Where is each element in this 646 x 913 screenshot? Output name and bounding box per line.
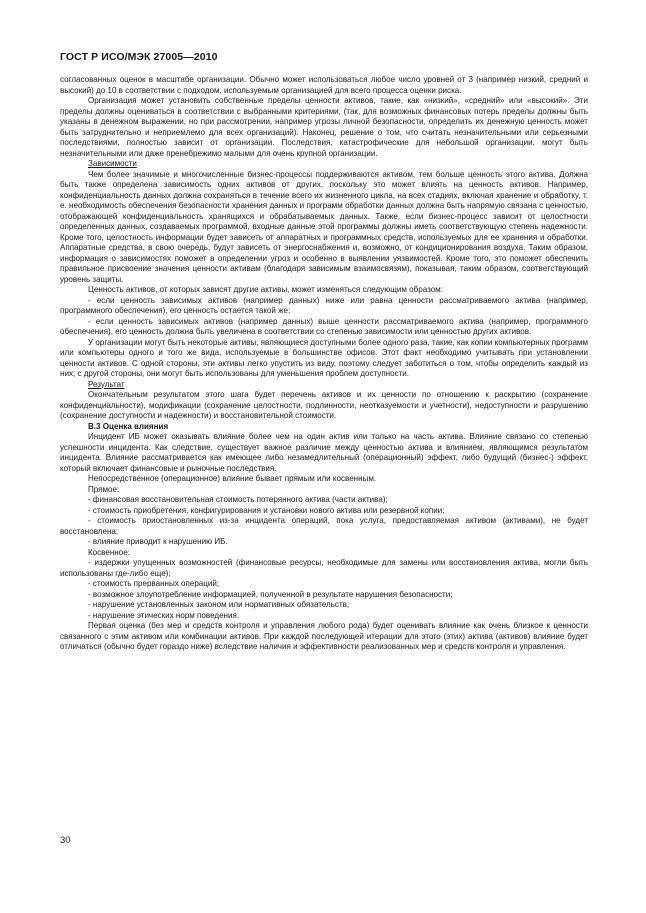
list-heading: Косвенное: <box>88 547 130 557</box>
paragraph: Окончательным результатом этого шага будет перечень активов и их ценности по отношению к раскрытию (сохранение конфиденциальности), модификации (сохранение целостности, подлинности, неотказуемости и учетности), недоступности и разрушению (сохранение доступности и надежности) и восстановительной стоимости. <box>60 390 588 420</box>
list-item: - влияние приводит к нарушению ИБ. <box>88 537 228 546</box>
list-item: - стоимость приобретения, конфигурирования и установки нового актива или резервной копии; <box>88 505 445 515</box>
page-header: ГОСТ Р ИСО/МЭК 27005—2010 <box>60 51 218 63</box>
list-item: - если ценность зависимых активов (например данных) выше ценности рассматриваемого актива (например, программного обеспечения), его ценность должна быть увеличена в соответствии со степенью зависимости или ценностью других активов. <box>60 316 588 336</box>
list-item: - финансовая восстановительная стоимость потерянного актива (части актива); <box>88 495 388 504</box>
list-item: - нарушение этических норм поведения. <box>88 610 240 620</box>
paragraph: У организации могут быть некоторые активы, являющиеся доступными более одного раза, такие, как копии компьютерных программ или компьютеры одного и того же вида, используемые в большинстве офисов. Этот факт необходимо учитывать при установлении ценности активов. С одной стороны, эти активы легко упустить из виду, поэтому следует заботиться о том, чтобы определить каждый из них; с другой стороны, они могут быть использованы для уменьшения проблем доступности. <box>60 337 588 378</box>
section-heading-dependencies: Зависимости <box>88 159 137 168</box>
list-item: - если ценность зависимых активов (например данных) ниже или равна ценности рассматриваемого актива (например, программного обеспечения), его ценность остается такой же; <box>60 295 588 315</box>
paragraph: Первая оценка (без мер и средств контроля и управления любого рода) будет оценивать влияние как очень близкое к ценности связанного с этим активом или комбинации активов. При каждой последующей итерации для этого (этих) актива (активов) влияние будет отличаться (обычно будет гораздо ниже) вследствие наличия и эффективности реализованных мер и средств контроля и управления. <box>60 621 588 651</box>
list-item: - стоимость приостановленных из-за инцидента операций, пока услуга, предоставляемая активом (активами), не будет восстановлена; <box>60 516 588 536</box>
list-heading: Прямое: <box>88 484 120 494</box>
list-item: - издержки упущенных возможностей (финансовые ресурсы, необходимые для замены или восстановления актива, могли быть использованы где-либо еще); <box>60 558 588 578</box>
paragraph: Непосредственное (операционное) влияние бывает прямым или косвенным. <box>88 474 377 483</box>
paragraph: Ценность активов, от которых зависят другие активы, может изменяться следующим образом: <box>88 285 443 294</box>
document-body <box>60 75 588 653</box>
list-item: - возможное злоупотребление информацией, полученной в результате нарушения безопасности; <box>88 589 453 599</box>
paragraph: Инцидент ИБ может оказывать влияние более чем на один актив или только на часть актива. Влияние связано со степенью успешности инцидента. Как следствие, существует важное различие между ценностью актива и влиянием, являющимся результатом инцидента. Влияние рассматривается как имеющее либо незамедлительный (операционный) эффект, либо будущий (бизнес-) эффект, который включает финансовые и рыночные последствия. <box>60 432 588 473</box>
section-heading-b3: В.3 Оценка влияния <box>88 421 169 431</box>
paragraph: согласованных оценок в масштабе организации. Обычно может использоваться любое число уровней от 3 (например низкий, средний и высокий) до 10 в соответствии с подходом, используемым организацией для всего процесса оценки риска. <box>60 75 588 95</box>
list-item: - нарушение установленных законом или нормативных обязательств; <box>88 600 350 609</box>
section-heading-result: Результат <box>88 379 125 389</box>
paragraph: Чем более значимые и многочисленные бизнес-процессы поддерживаются активом, тем больше ценность этого актива. Должна быть также определена зависимость одних активов от других, поскольку это может влиять на ценность активов. Например, конфиденциальность данных должна сохраняться в течение всего их жизненного цикла, на всех стадиях, включая хранение и обработку, т. е. необходимость обеспечения безопасности хранения данных и программ обработки данных должна быть напрямую связана с ценностью, отображающей конфиденциальность хранящихся и обрабатываемых данных. Также, если бизнес-процесс зависит от целостности определенных данных, создаваемых программой, входные данные этой программы должны иметь соответствующую степень надежности. Кроме того, целостность информации будет зависеть от аппаратных и программных средств, используемых для ее хранения и обработки. Аппаратные средства, в свою очередь, будут зависеть от энергоснабжения и, возможно, от кондиционирования воздуха. Таким образом, информация о зависимостях поможет в определении угроз и особенно в выявлении уязвимостей. Кроме того, это поможет обеспечить правильное присвоение значения ценности активам (благодаря зависимым взаимосвязям), показывая, таким образом, соответствующий уровень защиты. <box>60 169 588 284</box>
page-number: 30 <box>60 835 71 846</box>
list-item: - стоимость прерванных операций; <box>88 579 220 588</box>
paragraph: Организация может установить собственные пределы ценности активов, такие, как «низкий», «средний» или «высокий». Эти пределы должны оцениваться в соответствии с выбранными критериями, (так, для возможных финансовых потерь пределы должны быть указаны в денежном выражении, но при рассмотрении, например угрозы личной безопасности, определить их денежную ценность может быть затруднительно и неприемлемо для всех организаций). Наконец, решение о том, что считать незначительными или серьезными последствиями, полностью зависит от организации. Последствия, катастрофические для небольшой организации, могут быть незначительными или даже пренебрежимо малыми для очень крупной организации. <box>60 96 588 158</box>
